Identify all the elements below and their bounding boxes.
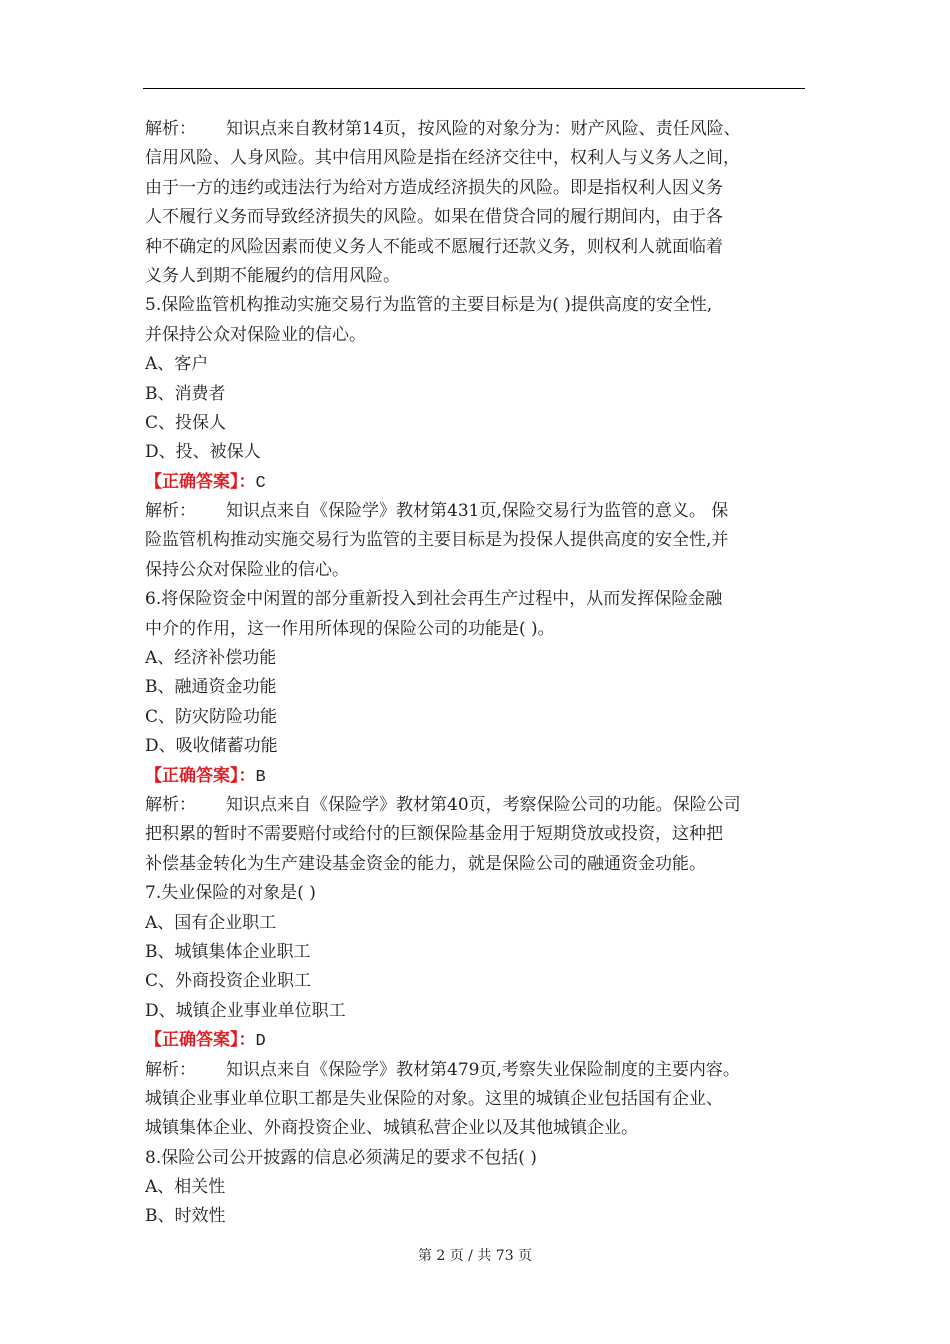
q6-stem-line-1: 6.将保险资金中闲置的部分重新投入到社会再生产过程中，从而发挥保险金融 [145, 589, 723, 610]
q7-option-c: C、外商投资企业职工 [145, 971, 312, 992]
q5-stem-line-1: 5.保险监管机构推动实施交易行为监管的主要目标是为( )提供高度的安全性, [145, 295, 713, 316]
q4-explain-line-1: 解析： 知识点来自教材第14页，按风险的对象分为：财产风险、责任风险、 [145, 119, 741, 139]
q7-answer [145, 1026, 807, 1055]
answer-letter: C [255, 473, 266, 493]
q5-option-a: A、客户 [145, 354, 209, 375]
q7-stem-line-1: 7.失业保险的对象是( ) [145, 883, 316, 904]
q4-explain-line-4: 人不履行义务而导致经济损失的风险。如果在借贷合同的履行期间内，由于各 [145, 207, 723, 228]
q6-option-b: B、融通资金功能 [145, 677, 277, 698]
q6-option-c: C、防灾防险功能 [145, 706, 278, 727]
q5-stem-line-2: 并保持公众对保险业的信心。 [145, 324, 366, 345]
q7-explain-line-1: 解析： 知识点来自《保险学》教材第479页,考察失业保险制度的主要内容。 [145, 1059, 740, 1080]
jiexi-label: 解析： [145, 794, 196, 815]
q5-explain-line-1: 解析： 知识点来自《保险学》教材第431页,保险交易行为监管的意义。 保 [145, 501, 729, 522]
page-footer: 第 2 页 / 共 73 页 [417, 1248, 533, 1264]
q4-explain-line-2: 信用风险、人身风险。其中信用风险是指在经济交往中，权利人与义务人之间， [145, 148, 740, 169]
q8-option-b: B、时效性 [145, 1206, 226, 1227]
q7-option-b: B、城镇集体企业职工 [145, 941, 311, 962]
q7-explain-line-3: 城镇集体企业、外商投资企业、城镇私营企业以及其他城镇企业。 [145, 1118, 638, 1139]
q5-explain-line-3: 保持公众对保险业的信心。 [145, 559, 349, 580]
q6-option-a: A、经济补偿功能 [145, 648, 277, 669]
q6-answer [145, 762, 807, 791]
q6-explain-line-3: 补偿基金转化为生产建设基金资金的能力，就是保险公司的融通资金功能。 [145, 853, 706, 874]
q5-option-c: C、投保人 [145, 412, 227, 433]
q7-explain-line-2: 城镇企业事业单位职工都是失业保险的对象。这里的城镇企业包括国有企业、 [145, 1088, 723, 1109]
q4-explain-line-3: 由于一方的违约或违法行为给对方造成经济损失的风险。即是指权利人因义务 [145, 177, 723, 198]
q6-stem-line-2: 中介的作用，这一作用所体现的保险公司的功能是( )。 [145, 618, 555, 639]
q7-option-a: A、国有企业职工 [145, 912, 277, 933]
document-body [145, 115, 807, 1232]
jiexi-label: 解析： [145, 501, 196, 522]
q8-option-a: A、相关性 [145, 1177, 226, 1198]
q6-explain-line-2: 把积累的暂时不需要赔付或给付的巨额保险基金用于短期贷放或投资，这种把 [145, 824, 723, 845]
q4-explain-line-6: 义务人到期不能履约的信用风险。 [145, 265, 400, 286]
q5-explain-line-2: 险监管机构推动实施交易行为监管的主要目标是为投保人提供高度的安全性,并 [145, 530, 729, 551]
answer-label: 【正确答案】： [145, 765, 256, 786]
q6-explain-line-1: 解析： 知识点来自《保险学》教材第40页，考察保险公司的功能。保险公司 [145, 794, 741, 815]
answer-label: 【正确答案】： [145, 1030, 256, 1051]
answer-letter: B [255, 767, 266, 787]
q5-answer [145, 468, 807, 497]
jiexi-label: 解析： [145, 119, 196, 139]
jiexi-label: 解析： [145, 1059, 196, 1080]
q4-explain-line-5: 种不确定的风险因素而使义务人不能或不愿履行还款义务，则权利人就面临着 [145, 236, 723, 257]
answer-label: 【正确答案】： [145, 471, 256, 492]
q7-option-d: D、城镇企业事业单位职工 [145, 1000, 346, 1021]
q5-option-d: D、投、被保人 [145, 442, 261, 463]
q6-option-d: D、吸收储蓄功能 [145, 736, 278, 757]
header-rule [143, 88, 805, 89]
answer-letter: D [255, 1032, 266, 1052]
q5-option-b: B、消费者 [145, 383, 226, 404]
q8-stem-line-1: 8.保险公司公开披露的信息必须满足的要求不包括( ) [145, 1147, 537, 1168]
